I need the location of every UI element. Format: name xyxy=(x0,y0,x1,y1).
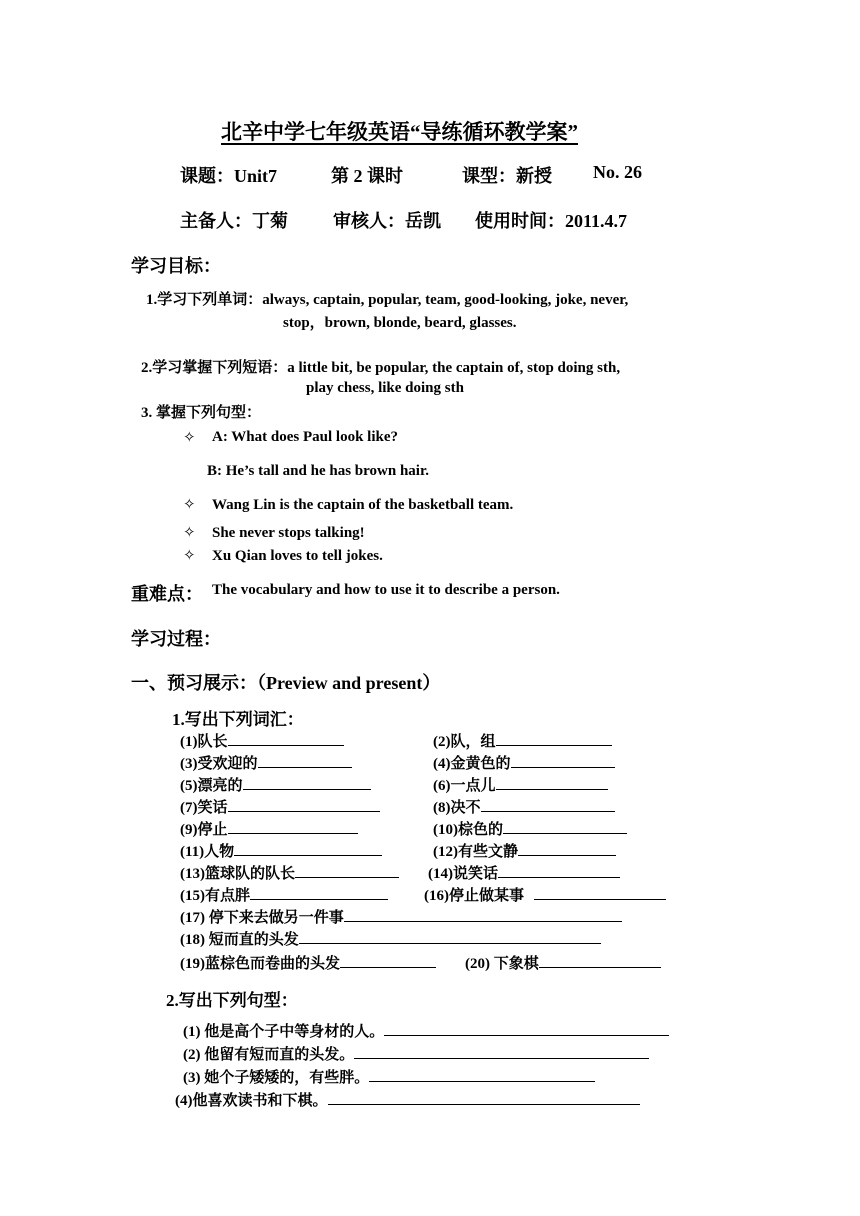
sentence-item: Wang Lin is the captain of the basketball team. xyxy=(212,497,514,513)
vocab-part-heading: 1.写出下列词汇： xyxy=(172,710,304,729)
vocab-item: (6)一点儿 xyxy=(433,774,608,795)
vocab-item: (13)篮球队的队长 xyxy=(180,862,399,883)
answer-blank[interactable] xyxy=(258,753,352,768)
answer-blank[interactable] xyxy=(344,907,622,922)
answer-blank[interactable] xyxy=(369,1067,595,1082)
vocab-item: (16)停止做某事 xyxy=(424,884,666,905)
answer-blank[interactable] xyxy=(228,819,358,834)
answer-blank[interactable] xyxy=(498,863,620,878)
answer-blank[interactable] xyxy=(481,797,615,812)
page-title: 北辛中学七年级英语“导练循环教学案” xyxy=(221,120,578,144)
vocab-item: (5)漂亮的 xyxy=(180,774,371,795)
lesson-type: 课型：新授 xyxy=(462,166,552,186)
process-heading: 学习过程： xyxy=(131,629,221,649)
sentence-item: A: What does Paul look like? xyxy=(212,429,398,445)
vocab-item: (19)蓝棕色而卷曲的头发 xyxy=(180,952,436,973)
answer-blank[interactable] xyxy=(496,731,612,746)
answer-blank[interactable] xyxy=(243,775,371,790)
section-preview-heading: 一、预习展示：（Preview and present） xyxy=(131,673,441,693)
focus-text: The vocabulary and how to use it to describe a person. xyxy=(212,582,560,598)
reviewer: 审核人：岳凯 xyxy=(333,211,441,231)
bullet-icon: ✧ xyxy=(183,523,196,541)
vocab-item: (3)受欢迎的 xyxy=(180,752,352,773)
objective-phrases-cont: play chess, like doing sth xyxy=(306,380,464,396)
translation-item: (2) 他留有短而直的头发。 xyxy=(183,1043,649,1064)
lesson-period: 第 2 课时 xyxy=(331,166,403,186)
answer-blank[interactable] xyxy=(354,1044,649,1059)
answer-blank[interactable] xyxy=(503,819,627,834)
vocab-item: (11)人物 xyxy=(180,840,382,861)
answer-blank[interactable] xyxy=(340,953,436,968)
vocab-item: (8)决不 xyxy=(433,796,615,817)
vocab-item: (18) 短而直的头发 xyxy=(180,928,601,949)
answer-blank[interactable] xyxy=(539,953,661,968)
lesson-number: No. 26 xyxy=(593,162,642,182)
answer-blank[interactable] xyxy=(518,841,616,856)
answer-blank[interactable] xyxy=(496,775,608,790)
objectives-heading: 学习目标： xyxy=(131,256,221,276)
sentence-part-heading: 2.写出下列句型： xyxy=(166,991,298,1010)
sentence-item: She never stops talking! xyxy=(212,525,365,541)
vocab-item: (17) 停下来去做另一件事 xyxy=(180,906,622,927)
answer-blank[interactable] xyxy=(299,929,601,944)
answer-blank[interactable] xyxy=(511,753,615,768)
bullet-icon: ✧ xyxy=(183,546,196,564)
answer-blank[interactable] xyxy=(384,1021,669,1036)
objective-phrases: 2.学习掌握下列短语：a little bit, be popular, the captain of, stop doing sth, xyxy=(141,360,621,376)
sentence-item: B: He’s tall and he has brown hair. xyxy=(207,463,429,479)
sentence-item: Xu Qian loves to tell jokes. xyxy=(212,548,383,564)
vocab-item: (12)有些文静 xyxy=(433,840,616,861)
focus-label: 重难点： xyxy=(131,584,203,604)
objective-words-cont: stop，brown, blonde, beard, glasses. xyxy=(283,315,517,331)
translation-item: (1) 他是高个子中等身材的人。 xyxy=(183,1020,669,1041)
objective-sentences: 3. 掌握下列句型： xyxy=(141,405,262,421)
vocab-item: (4)金黄色的 xyxy=(433,752,615,773)
translation-item: (3) 她个子矮矮的，有些胖。 xyxy=(183,1066,595,1087)
vocab-item: (20) 下象棋 xyxy=(465,952,661,973)
answer-blank[interactable] xyxy=(295,863,399,878)
vocab-item: (1)队长 xyxy=(180,730,344,751)
vocab-item: (7)笑话 xyxy=(180,796,380,817)
vocab-item: (14)说笑话 xyxy=(428,862,620,883)
bullet-icon: ✧ xyxy=(183,428,196,446)
answer-blank[interactable] xyxy=(534,885,666,900)
vocab-item: (2)队，组 xyxy=(433,730,612,751)
usage-date: 使用时间：2011.4.7 xyxy=(475,211,628,231)
answer-blank[interactable] xyxy=(234,841,382,856)
vocab-item: (10)棕色的 xyxy=(433,818,627,839)
vocab-item: (9)停止 xyxy=(180,818,358,839)
translation-item: (4)他喜欢读书和下棋。 xyxy=(175,1089,640,1110)
answer-blank[interactable] xyxy=(228,797,380,812)
answer-blank[interactable] xyxy=(228,731,344,746)
lesson-topic: 课题：Unit7 xyxy=(180,166,278,186)
author: 主备人：丁菊 xyxy=(180,211,288,231)
objective-words: 1.学习下列单词：always, captain, popular, team, good-looking, joke, never, xyxy=(146,292,629,308)
bullet-icon: ✧ xyxy=(183,495,196,513)
answer-blank[interactable] xyxy=(250,885,388,900)
answer-blank[interactable] xyxy=(328,1090,640,1105)
vocab-item: (15)有点胖 xyxy=(180,884,388,905)
